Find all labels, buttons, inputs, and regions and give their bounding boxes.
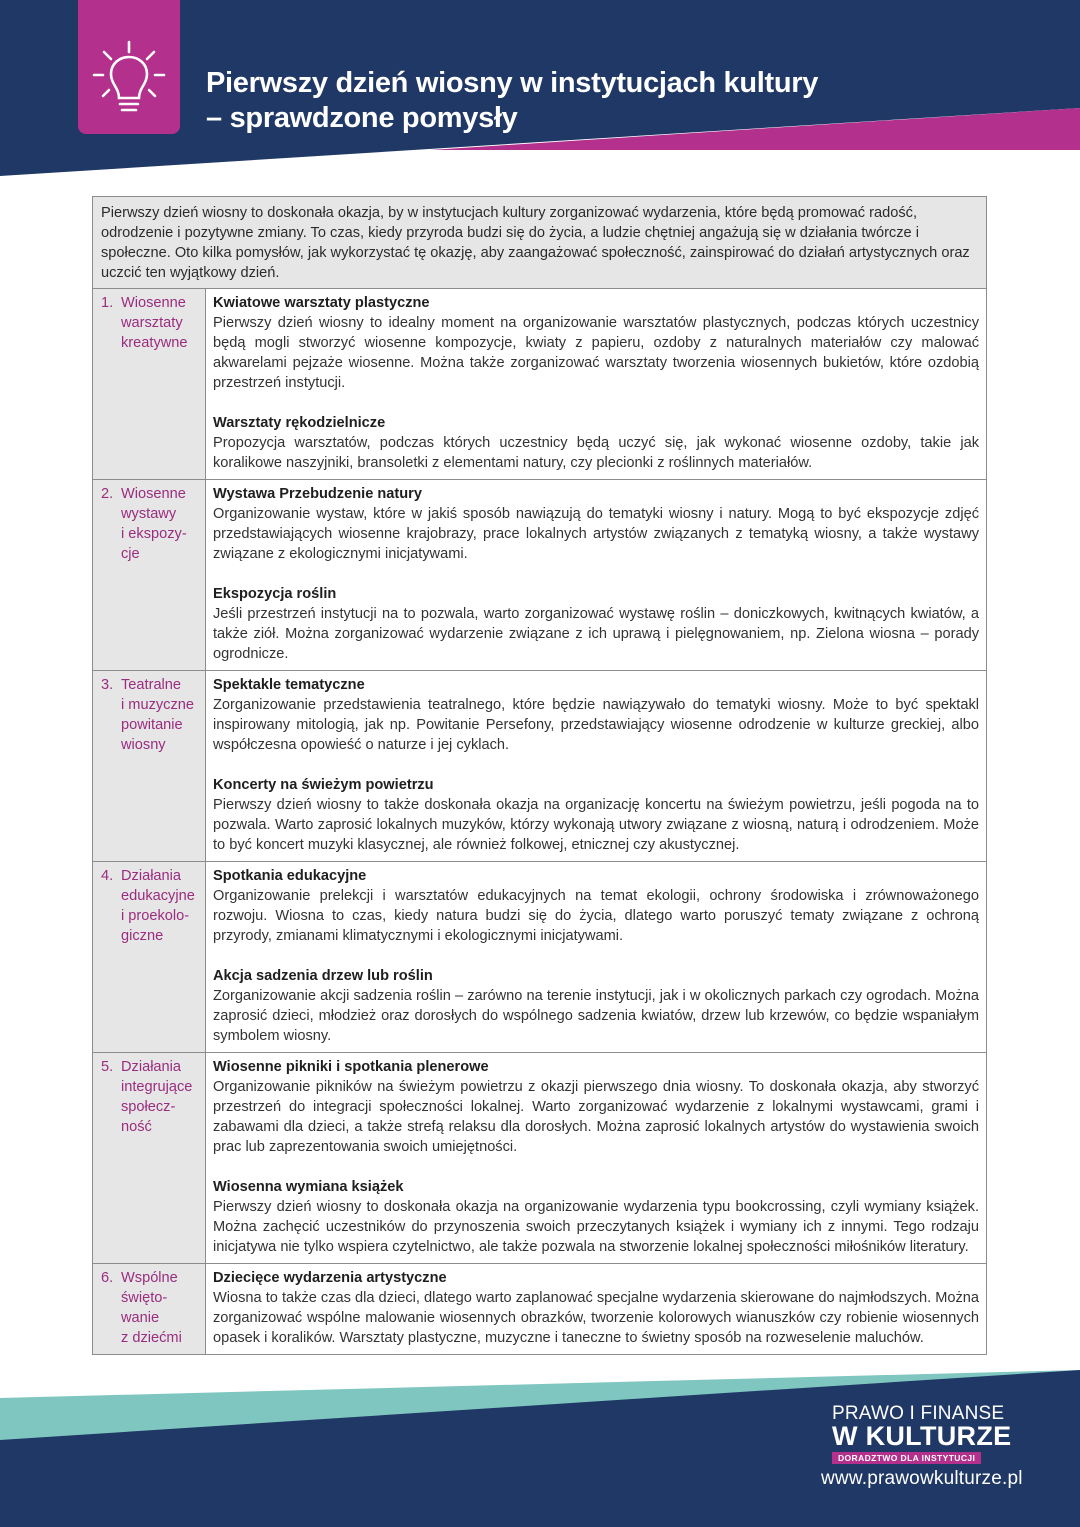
section-category (93, 862, 206, 1053)
intro-text: Pierwszy dzień wiosny to doskonała okazja, by w instytucjach kultury zorganizować wydarzenia, które będą promować radość, odrodzenie i pozytywne zmiany. To czas, kiedy przyroda budzi się do życia, a ludzie chętniej angażują się w działania twórcze i społeczne. Oto kilka pomysłów, jak wykorzystać tę okazję, aby zaangażować społeczność, zainspirować do działań artystycznych oraz uczcić ten wyjątkowy dzień. (93, 197, 987, 289)
section-label-line: wiosny (121, 737, 166, 753)
idea-title: Spotkania edukacyjne (213, 868, 367, 884)
idea-item (213, 1268, 979, 1348)
idea-title: Dziecięce wydarzenia artystyczne (213, 1270, 447, 1286)
section-label-line: Działania (121, 868, 182, 884)
idea-title: Wystawa Przebudzenie natury (213, 486, 422, 502)
section-category (93, 671, 206, 862)
section-category (93, 1053, 206, 1264)
section-body (206, 1053, 987, 1264)
idea-text: Organizowanie wystaw, które w jakiś sposób nawiązują do tematyki wiosny i natury. Mogą to być ekspozycje zdjęć przedstawiających wiosenne krajobrazy, prace lokalnych artystów związanych z tematyką wiosny, a także wystawy związane z ekologicznymi inicjatywami. (213, 506, 979, 562)
section-label-line: z dziećmi (121, 1330, 182, 1346)
section-label-line: wanie (121, 1310, 160, 1326)
idea-item (213, 293, 979, 393)
idea-item (213, 675, 979, 755)
idea-text: Zorganizowanie przedstawienia teatralnego, które będzie nawiązywało do tematyki wiosny. Może to być spektakl inspirowany mitologią, jak np. Powitanie Persefony, przedstawiający wiosenne odrodzenie w kulturze greckiej, albo współczesna opowieść o naturze i jej cyklach. (213, 697, 979, 753)
section-category (93, 480, 206, 671)
page-header (0, 0, 1080, 180)
section-label-line: i ekspozy- (121, 526, 187, 542)
section-label-line: ność (121, 1119, 152, 1135)
idea-item (213, 775, 979, 855)
ideas-table (92, 196, 987, 1355)
idea-text: Pierwszy dzień wiosny to także doskonała okazja na organizację koncertu na świeżym powietrzu, jeśli pogoda na to pozwala. Warto zaprosić lokalnych muzyków, którzy wykonają utwory związane z wiosną, naturą i odrodzeniem. Może to być koncert muzyki klasycznej, ale również folkowej, etnicznej czy akustycznej. (213, 797, 979, 853)
section-label (121, 1268, 205, 1348)
section-body (206, 289, 987, 480)
section-label-line: giczne (121, 928, 164, 944)
section-body (206, 671, 987, 862)
section-row-4 (93, 862, 987, 1053)
idea-text: Organizowanie prelekcji i warsztatów edukacyjnych na temat ekologii, ochrony środowiska i zrównoważonego rozwoju. Wiosna to czas, kiedy natura budzi się do życia, dlatego warto poruszyć tematy związane z ochroną przyrody, zmianami klimatycznymi i ekologicznymi inicjatywami. (213, 888, 979, 944)
section-label (121, 293, 205, 353)
lightbulb-icon-box (78, 0, 180, 134)
logo-line-1: PRAWO I FINANSE (832, 1403, 1005, 1424)
section-label-line: integrujące (121, 1079, 193, 1095)
lightbulb-icon (91, 38, 167, 118)
logo-line-2: W KULTURZE (832, 1421, 1012, 1451)
section-row-6 (93, 1264, 987, 1355)
idea-item (213, 484, 979, 564)
section-category (93, 1264, 206, 1355)
idea-title: Koncerty na świeżym powietrzu (213, 777, 434, 793)
section-label-line: Działania (121, 1059, 182, 1075)
section-row-1 (93, 289, 987, 480)
section-number: 1. (101, 295, 114, 311)
section-body (206, 862, 987, 1053)
section-category (93, 289, 206, 480)
idea-text: Wiosna to także czas dla dzieci, dlatego warto zaplanować specjalne wydarzenia skierowane do najmłodszych. Można zorganizować wspólne malowanie wiosennych obrazków, tworzenie kolorowych wianuszków czy robienie wiosennych opasek i koralików. Warsztaty plastyczne, muzyczne i taneczne to świetny sposób na rozweselenie maluchów. (213, 1290, 979, 1346)
section-body (206, 1264, 987, 1355)
section-label (121, 484, 205, 564)
section-label-line: i muzyczne (121, 697, 194, 713)
section-number: 3. (101, 677, 114, 693)
section-label (121, 1057, 205, 1137)
section-label (121, 675, 205, 755)
idea-item (213, 1057, 979, 1157)
section-label-line: edukacyjne (121, 888, 195, 904)
idea-item (213, 966, 979, 1046)
page-title (206, 66, 818, 136)
brand-logo (832, 1404, 1011, 1466)
section-label-line: i proekolo- (121, 908, 190, 924)
section-body (206, 480, 987, 671)
idea-text: Zorganizowanie akcji sadzenia roślin – zarówno na terenie instytucji, jak i w okolicznych parkach czy ogrodach. Można zaprosić dzieci, młodzież oraz dorosłych do wspólnego sadzenia kwiatów, drzew lub krzewów, co będzie wspaniałym symbolem wiosny. (213, 988, 979, 1044)
section-label-line: Wiosenne (121, 486, 186, 502)
section-label-line: kreatywne (121, 335, 188, 351)
idea-text: Pierwszy dzień wiosny to idealny moment na organizowanie warsztatów plastycznych, podczas których uczestnicy będą mogli stworzyć wiosenne kompozycje, kwiaty z papieru, ozdoby z naturalnych materiałów czy malować akwarelami pejzaże wiosenne. Można także zorganizować warsztaty tworzenia wiosennych bukietów, które ozdobią przestrzeń instytucji. (213, 315, 979, 391)
section-label-line: święto- (121, 1290, 168, 1306)
section-label-line: cje (121, 546, 140, 562)
section-label-line: Teatralne (121, 677, 182, 693)
idea-title: Ekspozycja roślin (213, 586, 337, 602)
section-label-line: wystawy (121, 506, 177, 522)
section-number: 4. (101, 868, 114, 884)
idea-title: Wiosenne pikniki i spotkania plenerowe (213, 1059, 489, 1075)
section-label-line: Wspólne (121, 1270, 178, 1286)
title-line-1: Pierwszy dzień wiosny w instytucjach kultury (206, 67, 819, 99)
website-link[interactable]: www.prawowkulturze.pl (821, 1468, 1023, 1489)
idea-text: Jeśli przestrzeń instytucji na to pozwala, warto zorganizować wystawę roślin – doniczkowych, kwitnących kwiatów, a także ziół. Można zorganizować wydarzenie związane z ich uprawą i pielęgnowaniem, np. Zielona wiosna – porady ogrodnicze. (213, 606, 979, 662)
idea-item (213, 866, 979, 946)
section-label-line: społecz- (121, 1099, 176, 1115)
section-label-line: powitanie (121, 717, 183, 733)
section-label (121, 866, 205, 946)
idea-title: Kwiatowe warsztaty plastyczne (213, 295, 430, 311)
idea-item (213, 584, 979, 664)
idea-title: Akcja sadzenia drzew lub roślin (213, 968, 433, 984)
idea-text: Pierwszy dzień wiosny to doskonała okazja na organizowanie wydarzenia typu bookcrossing, czyli wymiany książek. Można zachęcić uczestników do przynoszenia swoich przeczytanych książek i wymiany ich z innymi. Tego rodzaju inicjatywa nie tylko wspiera czytelnictwo, ale także pozwala na stworzenie lokalnej społeczności miłośników literatury. (213, 1199, 979, 1255)
idea-item (213, 1177, 979, 1257)
section-label-line: Wiosenne (121, 295, 186, 311)
logo-tagline: DORADZTWO DLA INSTYTUCJI (832, 1452, 981, 1464)
idea-title: Warsztaty rękodzielnicze (213, 415, 386, 431)
section-label-line: warsztaty (121, 315, 183, 331)
section-number: 6. (101, 1270, 114, 1286)
idea-title: Spektakle tematyczne (213, 677, 365, 693)
idea-text: Propozycja warsztatów, podczas których uczestnicy będą uczyć się, jak wykonać wiosenne ozdoby, takie jak koralikowe naszyjniki, bransoletki z elementami natury, czy plecionki z roślinnych materiałów. (213, 435, 979, 471)
title-line-2: – sprawdzone pomysły (206, 102, 518, 134)
page-footer (0, 1368, 1080, 1527)
section-number: 5. (101, 1059, 114, 1075)
idea-item (213, 413, 979, 473)
section-row-2 (93, 480, 987, 671)
section-row-3 (93, 671, 987, 862)
section-number: 2. (101, 486, 114, 502)
idea-text: Organizowanie pikników na świeżym powietrzu z okazji pierwszego dnia wiosny. To doskonała okazja, aby stworzyć przestrzeń do integracji społeczności lokalnej. Warto zorganizować wydarzenie z lokalnymi wystawcami, grami i zabawami dla dzieci, a także strefą relaksu dla dorosłych. Można zaprosić lokalnych artystów do wystawienia swoich prac lub zaprezentowania swoich umiejętności. (213, 1079, 979, 1155)
intro-row (93, 197, 987, 289)
idea-title: Wiosenna wymiana książek (213, 1179, 404, 1195)
section-row-5 (93, 1053, 987, 1264)
